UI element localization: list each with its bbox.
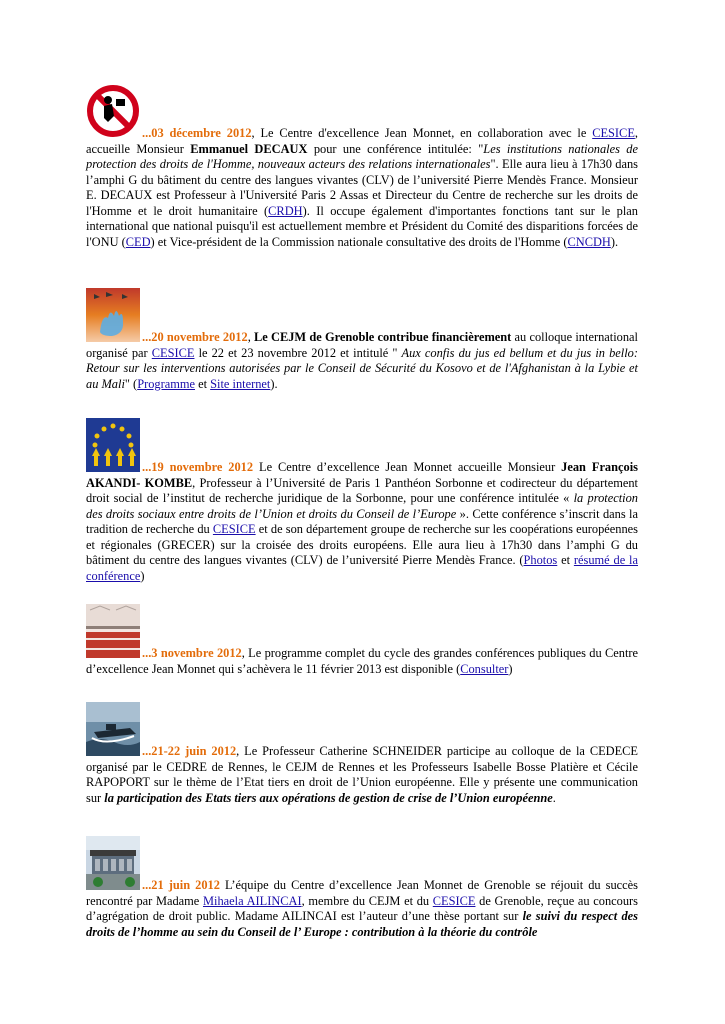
thesis-title: le suivi du respect des droits de l’homme au sein du Conseil de l’ Europe : contribution à la théorie du contrôle [86,909,638,939]
ced-link[interactable]: CED [125,234,151,249]
entry-date: ...3 novembre 2012 [142,646,242,660]
site-internet-link[interactable]: Site internet [210,376,271,391]
entry-text: ...21 juin 2012 L’équipe du Centre d’excellence Jean Monnet de Grenoble se réjouit du succès rencontré par Madame Mihaela AILINCAI, membre du CEJM et du CESICE de Grenoble, reçue au concours d’agrégation de droit public. Madame AILINCAI est l’auteur d’une thèse portant sur le suivi du respect des droits de l’homme au sein du Conseil de l’ Europe : contribution à la théorie du contrôle [86,878,638,939]
no-entry-sign-icon [86,84,140,138]
entry-text: ...3 novembre 2012, Le programme complet du cycle des grandes conférences publiques du Centre d’excellence Jean Monnet qui s’achèvera le 11 février 2013 est disponible (Consulter) [86,646,639,676]
programme-link[interactable]: Programme [137,376,195,391]
cncdh-link[interactable]: CNCDH [567,234,611,249]
entry-date: ...20 novembre 2012 [142,330,248,344]
cesice-link[interactable]: CESICE [212,522,256,536]
conference-summary-link[interactable]: résumé de la conférence [86,553,638,583]
entry-date: ...03 décembre 2012 [142,126,252,140]
news-entry-3 [86,418,638,584]
news-entry-2 [86,288,638,392]
crdh-link[interactable]: CRDH [268,203,303,218]
eu-stars-icon [86,418,140,472]
entry-date: ...21-22 juin 2012 [142,744,237,758]
mihaela-ailincai-link[interactable]: Mihaela AILINCAI [202,893,302,908]
speaker-name: Jean François AKANDI- KOMBE [86,460,638,490]
conference-title: Les institutions nationales de protection des droits de l'Homme, nouveaux acteurs des relations internationales [86,141,638,171]
colloquium-title: Aux confis du jus ed bellum et du jus in bello: Retour sur les interventions autorisées par le Conseil de Sécurité du Kosovo et de l'Afghanistan à la Lybie et au Mali [86,345,638,391]
consulter-link[interactable]: Consulter [460,661,509,676]
cesice-link[interactable]: CESICE [432,893,476,908]
news-entry-4 [86,604,638,677]
news-entry-1 [86,84,638,250]
conference-hall-icon [86,604,140,658]
building-icon [86,836,140,890]
entry-date: ...19 novembre 2012 [142,460,254,474]
cesice-link[interactable]: CESICE [592,126,635,140]
communication-title: la participation des Etats tiers aux opérations de gestion de crise de l’Union européenne [104,790,553,805]
conference-title: la protection des droits sociaux entre droits de l’Union et droits du Conseil de l’Europe [86,491,638,521]
speaker-name: Emmanuel DECAUX [190,141,308,156]
entry-text: ...21-22 juin 2012, Le Professeur Catherine SCHNEIDER participe au colloque de la CEDECE organisé par le CEDRE de Rennes, le CEJM de Rennes et les Professeurs Isabelle Bosse Platière et Cécile RAPOPORT sur le thème de l’Etat tiers en droit de l’Union européenne. Elle y présente une communication sur la participation des Etats tiers aux opérations de gestion de crise de l’Union européenne. [86,744,638,805]
news-entry-5 [86,702,638,806]
entry-text: ...19 novembre 2012 Le Centre d’excellence Jean Monnet accueille Monsieur Jean François AKANDI- KOMBE, Professeur à l’Université de Paris 1 Panthéon Sorbonne et codirecteur du département droit social de l’institut de recherche juridique de la Sorbonne, pour une conférence intitulée « la protection des droits sociaux entre droits de l’Union et droits du Conseil de l’Europe ». Cette conférence s’inscrit dans la tradition de recherche du CESICE et de son département groupe de recherche sur les coopérations européennes et régionales (GRECER) sur la croisée des droits européens. Elle aura lieu à 17h30 dans l’amphi G du bâtiment du centre des langues vivantes (CLV) de l’université Pierre Mendès France. (Photos et résumé de la conférence) [86,460,638,583]
speedboat-icon [86,702,140,756]
photos-link[interactable]: Photos [523,553,558,567]
news-entry-6 [86,836,638,940]
entry-date: ...21 juin 2012 [142,878,220,892]
cesice-link[interactable]: CESICE [151,345,195,360]
hand-art-image-icon [86,288,140,342]
entry-text: ...20 novembre 2012, Le CEJM de Grenoble contribue financièrement au colloque international organisé par CESICE le 22 et 23 novembre 2012 et intitulé " Aux confis du jus ed bellum et du jus in bello: Retour sur les interventions autorisées par le Conseil de Sécurité du Kosovo et de l'Afghanistan à la Lybie et au Mali" (Programme et Site internet). [86,330,638,391]
entry-text: ...03 décembre 2012, Le Centre d'excellence Jean Monnet, en collaboration avec le CESICE, accueille Monsieur Emmanuel DECAUX pour une conférence intitulée: "Les institutions nationales de protection des droits de l'Homme, nouveaux acteurs des relations internationales". Elle aura lieu à 17h30 dans l’amphi G du bâtiment du centre des langues vivantes (CLV) de l’université Pierre Mendès France. Monsieur E. DECAUX est Professeur à l'Université Paris 2 Assas et Directeur du Centre de recherche sur les droits de l'Homme et le droit humanitaire (CRDH). Il occupe également d'importantes fonctions tant sur le plan international que national puisqu'il est actuellement membre et Président du Comité des disparitions forcées de l'ONU (CED) et Vice-président de la Commission nationale consultative des droits de l'Homme (CNCDH). [86,126,638,249]
entry-headline: Le CEJM de Grenoble contribue financièrement [254,330,512,344]
